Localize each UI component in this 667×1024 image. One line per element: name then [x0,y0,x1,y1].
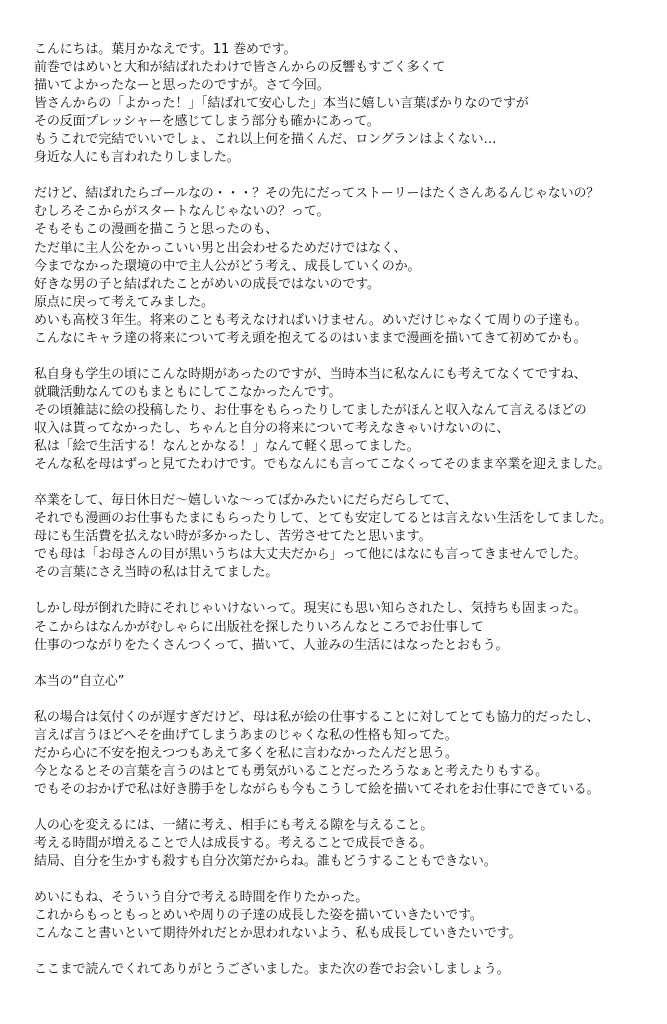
text-line: ただ単に主人公をかっこいい男と出会わせるためだけではなく、 [34,240,407,256]
text-line: 今となるとその言葉を言うのはとても勇気がいることだったろうなぁと考えたりもする。 [34,763,549,779]
text-line: しかし母が倒れた時にそれじゃいけないって。現実にも思い知らされたし、気持ちも固まった。 [34,601,587,617]
text-line: その言葉にさえ当時の私は甘えてました。 [34,565,279,581]
text-line: 言えば言うほどへそを曲げてしまうあまのじゃくな私の性格も知ってた。 [34,727,458,743]
text-line: 好きな男の子と結ばれたことがめいの成長ではないのです。 [34,276,380,292]
text-line: 卒業をして、毎日休日だ～嬉しいな～ってばかみたいにだらだらしてて、 [34,493,458,509]
paragraph [34,492,654,582]
text-line: 仕事のつながりをたくさんつくって、描いて、人並みの生活にはなったとおもう。 [34,637,509,653]
text-line: これからもっともっとめいや周りの子達の成長した姿を描いていきたいです。 [34,908,483,924]
text-line: めいにもね、そういう自分で考える時間を作りたかった。 [34,890,369,906]
paragraph [34,600,654,654]
text-line: その頃雑誌に絵の投稿したり、お仕事をもらったりしてましたがほんと収入なんて言えるほどの [34,402,587,418]
text-line: だから心に不安を抱えつつもあえて多くを私に言わなかったんだと思う。 [34,745,458,761]
paragraph [34,817,654,871]
author-afterword-text [34,41,654,997]
text-line: 就職活動なんてのもまともにしてこなかったんです。 [34,384,342,400]
text-line: でもそのおかげで私は好き勝手をしながらも今もこうして絵を描いてそれをお仕事にできている。 [34,781,600,797]
text-line: 母にも生活費を払えない時が多かったし、苦労させてたと思います。 [34,529,432,545]
text-line: でも母は「お母さんの目が黒いうちは大丈夫だから」って他にはなにも言ってきませんでした。 [34,547,587,563]
text-line: それでも漫画のお仕事もたまにもらったりして、とても安定してるとは言えない生活をしてました。 [34,511,612,527]
paragraph [34,673,654,691]
text-line: こんにちは。葉月かなえです。11 巻めです。 [34,42,297,57]
paragraph [34,185,654,347]
text-line: 今までなかった環境の中で主人公がどう考え、成長していくのか。 [34,258,421,274]
text-line: ここまで読んでくれてありがとうございました。また次の巻でお会いしましょう。 [34,962,510,978]
text-line: 考える時間が増えることで人は成長する。考えることで成長できる。 [34,836,433,852]
text-line: むしろそこからがスタートなんじゃないの？って。 [34,204,330,220]
text-line: 身近な人にも言われたりしました。 [34,150,240,166]
text-line: 私の場合は気付くのが遅すぎだけど、母は私が絵の仕事することに対してとても協力的だったし、 [34,709,600,725]
text-line: こんなこと書いといて期待外れだとか思われないよう、私も成長していきたいです。 [34,926,522,942]
text-line: もうこれで完結でいいでしょ、これ以上何を描くんだ、ロングランはよくない… [34,132,497,148]
text-line: 私は「絵で生活する！なんとかなる！」なんて軽く思ってました。 [34,439,420,455]
text-line: 人の心を変えるには、一緒に考え、相手にも考える隙を与えること。 [34,818,434,834]
text-line: 結局、自分を生かすも殺すも自分次第だからね。誰もどうすることもできない。 [34,854,497,870]
text-line: 前巻ではめいと大和が結ばれたわけで皆さんからの反響もすごく多くて [34,60,446,76]
text-line: 本当の“自立心” [34,673,125,689]
text-line: めいも高校３年生。将来のことも考えなければいけません。めいだけじゃなくて周りの子達も。 [34,312,588,328]
text-line: その反面プレッシャーを感じてしまう部分も確かにあって。 [34,114,380,130]
text-line: 私自身も学生の頃にこんな時期があったのですが、当時本当に私なんにも考えてなくてですね、 [34,366,587,382]
paragraph [34,961,654,979]
text-line: 描いてよかったなーと思ったのですが。さて今回。 [34,78,330,94]
text-line: 収入は貰ってなかったし、ちゃんと自分の将来について考えなきゃいけないのに、 [34,420,510,436]
text-line: 皆さんからの「よかった！」「結ばれて安心した」本当に嬉しい言葉ばかりなのですが [34,96,529,112]
paragraph [34,41,654,167]
text-line: そもそもこの漫画を描こうと思ったのも、 [34,222,279,238]
text-line: そこからはなんかがむしゃらに出版社を探したりいろんなところでお仕事して [34,619,484,635]
text-line: 原点に戻って考えてみました。 [34,294,214,310]
text-line: だけど、結ばれたらゴールなの・・・？その先にだってストーリーはたくさんあるんじゃないの？ [34,186,600,202]
text-line: そんな私を母はずっと見てたわけです。でもなんにも言ってこなくってそのまま卒業を迎えました。 [34,457,611,473]
paragraph [34,889,654,943]
paragraph [34,709,654,799]
paragraph [34,366,654,474]
text-line: こんなにキャラ達の将来について考え頭を抱えてるのはいままで漫画を描いてきて初めてかも。 [34,330,587,346]
